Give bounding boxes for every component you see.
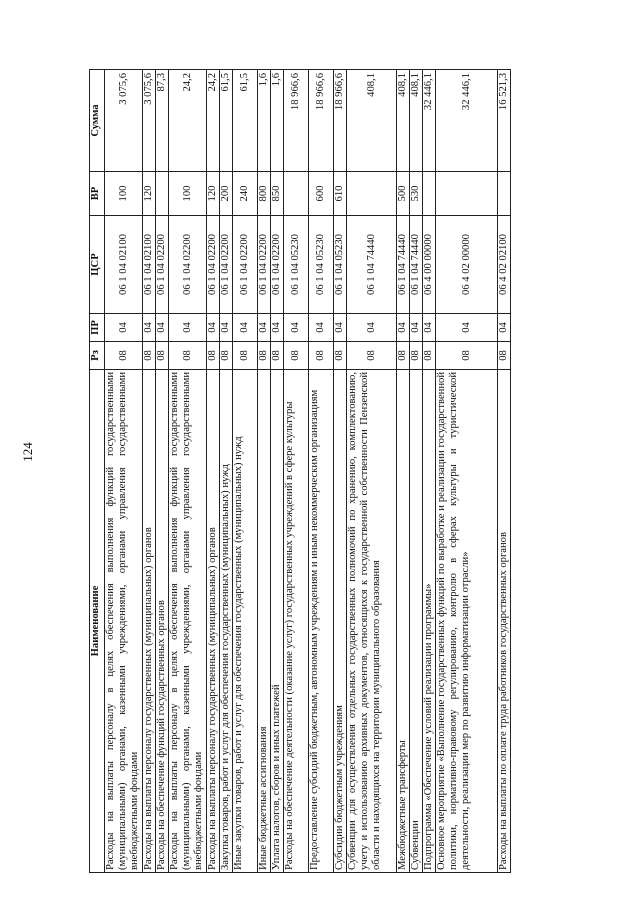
row-csr-cell: 06 1 04 02200	[220, 216, 233, 314]
table-header-row	[90, 70, 105, 873]
row-sum-cell: 61,5	[233, 70, 258, 172]
row-pr-cell: 04	[207, 314, 220, 342]
row-pr-cell: 04	[347, 314, 397, 342]
table-row	[347, 70, 397, 873]
row-sum-cell: 1,6	[271, 70, 284, 172]
row-csr-cell: 06 4 02 00000	[436, 216, 498, 314]
row-csr-cell: 06 4 00 00000	[423, 216, 436, 314]
row-vr-cell: 500	[397, 172, 410, 216]
row-pr-cell: 04	[284, 314, 309, 342]
row-name-cell: Иные закупки товаров, работ и услуг для обеспечения государственных (муниципальных) нужд	[233, 370, 258, 873]
budget-table	[89, 69, 511, 873]
row-rz-cell: 08	[258, 342, 271, 370]
row-name-cell: Основное мероприятие «Выполнение государственных функций по выработке и реализации государственной политики, нормативно-правовому регулированию, контролю в сферах культуры и туристической деятельности, реализации мер по развитию информатизации отрасли»	[436, 370, 498, 873]
row-name-cell: Расходы на выплаты персоналу государственных (муниципальных) органов	[207, 370, 220, 873]
row-name-cell: Подпрограмма «Обеспечение условий реализации программы»	[423, 370, 436, 873]
row-pr-cell: 04	[498, 314, 511, 342]
row-name-cell: Расходы на обеспечение функций государственных органов	[156, 370, 169, 873]
row-csr-cell: 06 1 04 02200	[233, 216, 258, 314]
row-vr-cell: 600	[309, 172, 334, 216]
table-row	[410, 70, 423, 873]
row-name-cell: Субвенции для осуществления отдельных государственных полномочий по хранению, комплектованию, учету и использованию архивных документов, относящихся к государственной собственности Пензенской области и находящихся на территории муниципального образования	[347, 370, 397, 873]
row-csr-cell: 06 1 04 05230	[334, 216, 347, 314]
table-row	[156, 70, 169, 873]
row-name-cell: Субвенции	[410, 370, 423, 873]
row-csr-cell: 06 1 04 02200	[271, 216, 284, 314]
table-row	[423, 70, 436, 873]
row-csr-cell: 06 1 04 74440	[410, 216, 423, 314]
row-vr-cell: 610	[334, 172, 347, 216]
row-rz-cell: 08	[498, 342, 511, 370]
header-name: Наименование	[90, 370, 105, 873]
row-sum-cell: 18 966,6	[284, 70, 309, 172]
row-sum-cell: 1,6	[258, 70, 271, 172]
row-name-cell: Предоставление субсидий бюджетным, автономным учреждениям и иным некоммерческим организациям	[309, 370, 334, 873]
row-rz-cell: 08	[143, 342, 156, 370]
row-pr-cell: 04	[334, 314, 347, 342]
row-vr-cell: 850	[271, 172, 284, 216]
row-sum-cell: 61,5	[220, 70, 233, 172]
row-rz-cell: 08	[169, 342, 207, 370]
row-vr-cell	[423, 172, 436, 216]
row-vr-cell	[498, 172, 511, 216]
row-pr-cell: 04	[220, 314, 233, 342]
table-row	[284, 70, 309, 873]
row-pr-cell: 04	[271, 314, 284, 342]
row-rz-cell: 08	[347, 342, 397, 370]
row-sum-cell: 408,1	[410, 70, 423, 172]
row-pr-cell: 04	[156, 314, 169, 342]
row-rz-cell: 08	[271, 342, 284, 370]
row-pr-cell: 04	[423, 314, 436, 342]
table-row	[233, 70, 258, 873]
row-vr-cell: 240	[233, 172, 258, 216]
row-csr-cell: 06 1 04 02200	[258, 216, 271, 314]
row-name-cell: Межбюджетные трансферты	[397, 370, 410, 873]
table-row	[207, 70, 220, 873]
row-csr-cell: 06 1 04 74440	[397, 216, 410, 314]
header-vr: ВР	[90, 172, 105, 216]
row-rz-cell: 08	[284, 342, 309, 370]
row-name-cell: Расходы на выплаты персоналу в целях обеспечения выполнения функций государственными (муниципальными) органами, казенными учреждениями, органами управления государственными внебюджетными фондами	[105, 370, 143, 873]
row-name-cell: Расходы на выплаты персоналу государственных (муниципальных) органов	[143, 370, 156, 873]
row-vr-cell: 800	[258, 172, 271, 216]
row-vr-cell: 120	[207, 172, 220, 216]
row-name-cell: Иные бюджетные ассигнования	[258, 370, 271, 873]
table-row	[105, 70, 143, 873]
row-name-cell: Субсидии бюджетным учреждениям	[334, 370, 347, 873]
table-row	[309, 70, 334, 873]
row-vr-cell: 100	[169, 172, 207, 216]
row-rz-cell: 08	[410, 342, 423, 370]
budget-table-rotated	[89, 70, 551, 873]
row-name-cell: Расходы на выплаты по оплате труда работников государственных органов	[498, 370, 511, 873]
header-sum: Сумма	[90, 70, 105, 172]
row-rz-cell: 08	[105, 342, 143, 370]
row-name-cell: Расходы на выплаты персоналу в целях обеспечения выполнения функций государственными (муниципальными) органами, казенными учреждениями, органами управления государственными внебюджетными фондами	[169, 370, 207, 873]
row-pr-cell: 04	[169, 314, 207, 342]
row-pr-cell: 04	[143, 314, 156, 342]
row-pr-cell: 04	[410, 314, 423, 342]
row-sum-cell: 24,2	[169, 70, 207, 172]
row-sum-cell: 18 966,6	[309, 70, 334, 172]
row-vr-cell: 200	[220, 172, 233, 216]
page-number: 124	[20, 442, 35, 462]
row-name-cell: Закупка товаров, работ и услуг для обеспечения государственных (муниципальных) нужд	[220, 370, 233, 873]
row-vr-cell	[436, 172, 498, 216]
row-rz-cell: 08	[334, 342, 347, 370]
row-csr-cell: 06 4 02 02100	[498, 216, 511, 314]
row-sum-cell: 3 075,6	[105, 70, 143, 172]
row-pr-cell: 04	[105, 314, 143, 342]
header-pr: ПР	[90, 314, 105, 342]
row-pr-cell: 04	[233, 314, 258, 342]
row-rz-cell: 08	[423, 342, 436, 370]
row-vr-cell	[347, 172, 397, 216]
row-csr-cell: 06 1 04 02100	[143, 216, 156, 314]
table-row	[397, 70, 410, 873]
row-sum-cell: 16 521,3	[498, 70, 511, 172]
table-row	[271, 70, 284, 873]
row-sum-cell: 408,1	[347, 70, 397, 172]
row-pr-cell: 04	[309, 314, 334, 342]
row-rz-cell: 08	[436, 342, 498, 370]
row-sum-cell: 18 966,6	[334, 70, 347, 172]
row-rz-cell: 08	[397, 342, 410, 370]
row-rz-cell: 08	[309, 342, 334, 370]
table-row	[436, 70, 498, 873]
table-row	[169, 70, 207, 873]
row-rz-cell: 08	[220, 342, 233, 370]
row-vr-cell	[156, 172, 169, 216]
row-sum-cell: 87,3	[156, 70, 169, 172]
table-row	[258, 70, 271, 873]
table-row	[498, 70, 511, 873]
row-pr-cell: 04	[397, 314, 410, 342]
row-rz-cell: 08	[233, 342, 258, 370]
row-vr-cell	[284, 172, 309, 216]
row-rz-cell: 08	[207, 342, 220, 370]
row-csr-cell: 06 1 04 05230	[284, 216, 309, 314]
header-csr: ЦСР	[90, 216, 105, 314]
row-csr-cell: 06 1 04 02200	[156, 216, 169, 314]
row-vr-cell: 530	[410, 172, 423, 216]
row-csr-cell: 06 1 04 05230	[309, 216, 334, 314]
row-pr-cell: 04	[258, 314, 271, 342]
row-sum-cell: 24,2	[207, 70, 220, 172]
table-row	[220, 70, 233, 873]
row-csr-cell: 06 1 04 02200	[169, 216, 207, 314]
row-sum-cell: 32 446,1	[436, 70, 498, 172]
row-csr-cell: 06 1 04 74440	[347, 216, 397, 314]
row-vr-cell: 120	[143, 172, 156, 216]
row-vr-cell: 100	[105, 172, 143, 216]
row-sum-cell: 32 446,1	[423, 70, 436, 172]
row-name-cell: Уплата налогов, сборов и иных платежей	[271, 370, 284, 873]
row-csr-cell: 06 1 04 02100	[105, 216, 143, 314]
header-rz: Рз	[90, 342, 105, 370]
row-rz-cell: 08	[156, 342, 169, 370]
row-sum-cell: 408,1	[397, 70, 410, 172]
table-row	[143, 70, 156, 873]
row-name-cell: Расходы на обеспечение деятельности (оказание услуг) государственных учреждений в сфере культуры	[284, 370, 309, 873]
row-sum-cell: 3 075,6	[143, 70, 156, 172]
row-csr-cell: 06 1 04 02200	[207, 216, 220, 314]
row-pr-cell: 04	[436, 314, 498, 342]
table-row	[334, 70, 347, 873]
